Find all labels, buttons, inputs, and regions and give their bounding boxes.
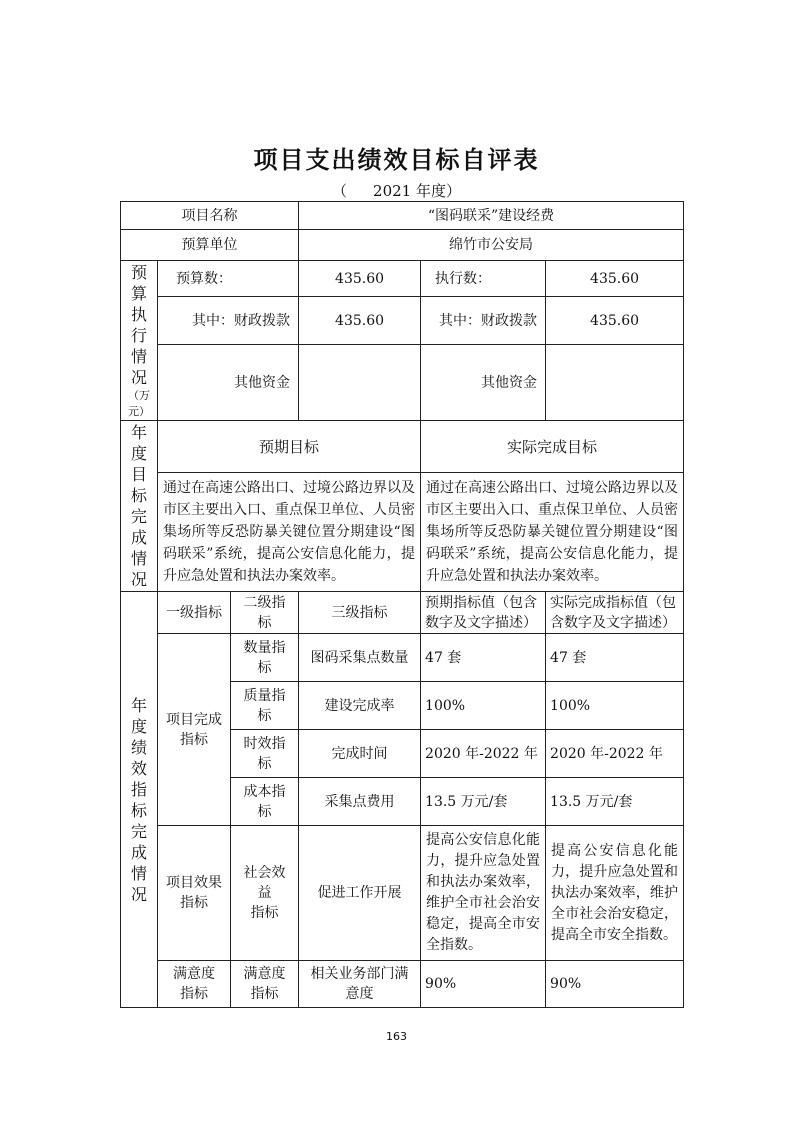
satisfaction-expected: 90% bbox=[421, 961, 546, 1008]
collection-point-cost-expected: 13.5 万元/套 bbox=[421, 778, 546, 826]
indicators-side-label: 年 度 绩 效 指 标 完 成 情 况 bbox=[121, 592, 158, 1008]
budget-unit-value: 绵竹市公安局 bbox=[299, 230, 684, 261]
promote-work-label: 促进工作开展 bbox=[299, 826, 421, 961]
budget-amount-label: 预算数： bbox=[158, 261, 299, 297]
department-satisfaction-label: 相关业务部门满 意度 bbox=[299, 961, 421, 1008]
completion-rate-label: 建设完成率 bbox=[299, 682, 421, 730]
completion-rate-expected: 100% bbox=[421, 682, 546, 730]
annual-goal-side-label: 年 度 目 标 完 成 情 况 bbox=[121, 421, 158, 592]
header-expected-value: 预期指标值（包含 数字及文字描述） bbox=[421, 592, 546, 634]
fiscal-allocation-budget: 435.60 bbox=[299, 297, 421, 345]
satisfaction-actual: 90% bbox=[546, 961, 684, 1008]
social-benefit-expected: 提高公安信息化能力，提升应急处置和执法办案效率，维护全市社会治安稳定，提高全市安全指数。 bbox=[421, 826, 546, 961]
collection-points-count-label: 图码采集点数量 bbox=[299, 634, 421, 682]
subtitle-year: 2021 年度） bbox=[373, 182, 461, 200]
other-funds-exec-label: 其他资金 bbox=[421, 345, 546, 421]
actual-goal-header: 实际完成目标 bbox=[421, 421, 684, 473]
social-benefit-indicator: 社会效 益 指标 bbox=[231, 826, 299, 961]
completion-time-actual: 2020 年-2022 年 bbox=[546, 730, 684, 778]
quality-indicator: 质量指 标 bbox=[231, 682, 299, 730]
expected-goal-text: 通过在高速公路出口、过境公路边界以及市区主要出入口、重点保卫单位、人员密集场所等反恐防暴关键位置分期建设“图码联采”系统，提高公安信息化能力，提升应急处置和执法办案效率。 bbox=[158, 473, 421, 592]
timeliness-indicator: 时效指 标 bbox=[231, 730, 299, 778]
cost-indicator: 成本指 标 bbox=[231, 778, 299, 826]
header-level1: 一级指标 bbox=[158, 592, 231, 634]
satisfaction-level1: 满意度 指标 bbox=[158, 961, 231, 1008]
budget-amount-value: 435.60 bbox=[299, 261, 421, 297]
project-name-value: “图码联采”建设经费 bbox=[299, 202, 684, 230]
project-completion-indicator: 项目完成 指标 bbox=[158, 634, 231, 826]
actual-goal-text: 通过在高速公路出口、过境公路边界以及市区主要出入口、重点保卫单位、人员密集场所等反恐防暴关键位置分期建设“图码联采”系统，提高公安信息化能力，提升应急处置和执法办案效率。 bbox=[421, 473, 684, 592]
header-level3: 三级指标 bbox=[299, 592, 421, 634]
budget-unit-label: 预算单位 bbox=[121, 230, 299, 261]
self-evaluation-table bbox=[120, 201, 684, 1008]
fiscal-allocation-label: 其中：财政拨款 bbox=[158, 297, 299, 345]
collection-points-actual: 47 套 bbox=[546, 634, 684, 682]
other-funds-exec bbox=[546, 345, 684, 421]
collection-point-cost-actual: 13.5 万元/套 bbox=[546, 778, 684, 826]
expected-goal-header: 预期目标 bbox=[158, 421, 421, 473]
executed-amount-value: 435.60 bbox=[546, 261, 684, 297]
social-benefit-actual: 提高公安信息化能力，提升应急处置和执法办案效率，维护全市社会治安稳定，提高全市安全指数。 bbox=[546, 826, 684, 961]
year-subtitle bbox=[0, 180, 793, 201]
satisfaction-level2: 满意度 指标 bbox=[231, 961, 299, 1008]
other-funds-budget bbox=[299, 345, 421, 421]
fiscal-allocation-exec: 435.60 bbox=[546, 297, 684, 345]
header-actual-value: 实际完成指标值（包 含数字及文字描述） bbox=[546, 592, 684, 634]
completion-time-label: 完成时间 bbox=[299, 730, 421, 778]
page-number: 163 bbox=[386, 1030, 407, 1043]
collection-points-expected: 47 套 bbox=[421, 634, 546, 682]
fiscal-allocation-exec-label: 其中：财政拨款 bbox=[421, 297, 546, 345]
quantity-indicator: 数量指 标 bbox=[231, 634, 299, 682]
page-title: 项目支出绩效目标自评表 bbox=[253, 145, 540, 174]
project-effect-indicator: 项目效果 指标 bbox=[158, 826, 231, 961]
budget-execution-side-label: 预 算 执 行 情 况 （万 元） bbox=[121, 261, 158, 421]
header-level2: 二级指 标 bbox=[231, 592, 299, 634]
project-name-label: 项目名称 bbox=[121, 202, 299, 230]
completion-rate-actual: 100% bbox=[546, 682, 684, 730]
subtitle-open-paren: （ bbox=[332, 182, 348, 200]
completion-time-expected: 2020 年-2022 年 bbox=[421, 730, 546, 778]
executed-amount-label: 执行数： bbox=[421, 261, 546, 297]
collection-point-cost-label: 采集点费用 bbox=[299, 778, 421, 826]
other-funds-label: 其他资金 bbox=[158, 345, 299, 421]
